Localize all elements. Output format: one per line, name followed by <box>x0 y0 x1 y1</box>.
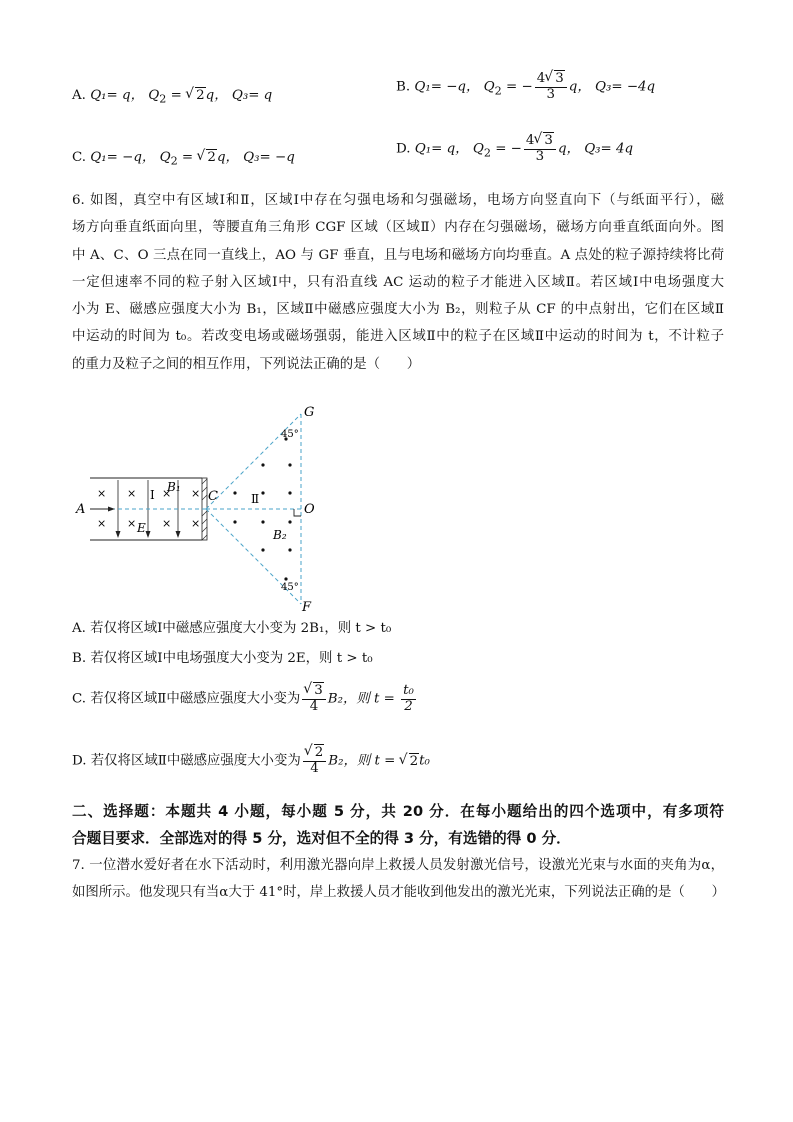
q5-option-b[interactable]: B. Q₁= −q， $Q_2$ = − $\frac{4√ 3}{3}$ q， Q₃= −4q <box>396 72 655 102</box>
q6-option-b[interactable]: B. 若仅将区域Ⅰ中电场强度大小变为 2E，则 t > t₀ <box>72 651 373 666</box>
fraction: $\frac{4√ 3}{3}$ <box>524 134 556 164</box>
label-region-1: Ⅰ <box>150 488 155 502</box>
section-heading-line: 二、选择题：本题共 4 小题，每小题 5 分，共 20 分．在每小题给出的四个选项中，有多项符 <box>72 803 724 820</box>
label-A: A <box>76 502 86 517</box>
cross-symbol: × <box>97 487 107 500</box>
sqrt-symbol: √ 2 <box>400 754 420 769</box>
label-angle-bottom: 45° <box>281 582 299 593</box>
section-2-heading <box>72 798 724 852</box>
sqrt-symbol: √ 2 <box>197 150 217 165</box>
cross-symbol: × <box>162 487 172 500</box>
question-7-line: 如图所示。他发现只有当α大于 41°时，岸上救援人员才能收到他发出的激光光束，下列说法正确的是（ ） <box>72 885 725 901</box>
label-G: G <box>304 405 315 420</box>
cross-symbol: × <box>191 487 201 500</box>
label-C: C <box>208 489 218 504</box>
label-F: F <box>302 600 312 614</box>
question-6-figure <box>70 402 330 614</box>
question-6-line: 中 A、C、O 三点在同一直线上，AO 与 GF 垂直，且与电场和磁场方向均垂直。A 点处的粒子源持续将比荷 <box>72 247 724 263</box>
label-B2: B₂ <box>273 528 287 542</box>
q6-option-d[interactable]: D. 若仅将区域Ⅱ中磁感应强度大小变为 √ $\frac{2}{4}$ B₂，则 t = √ 2t₀ <box>72 746 430 776</box>
q5-option-a[interactable]: A. Q₁= q， $Q_2$ = √ 2q， Q₃= q <box>72 84 272 106</box>
cross-symbol: × <box>127 517 137 530</box>
q5-option-c[interactable]: C. Q₁= −q， $Q_2$ = √ 2q， Q₃= −q <box>72 146 295 168</box>
fraction: √ $\frac{2}{4}$ <box>303 746 327 776</box>
fraction: √ $\frac{3}{4}$ <box>302 684 326 714</box>
label-angle-top: 45° <box>281 429 299 440</box>
cross-symbol: × <box>127 487 137 500</box>
label-region-2: Ⅱ <box>251 492 260 506</box>
cross-symbol: × <box>191 517 201 530</box>
section-heading-line: 合题目要求．全部选对的得 5 分，选对但不全的得 3 分，有选错的得 0 分． <box>72 830 571 847</box>
fraction: $\frac{\text{t₀}}{2}$ <box>403 683 414 714</box>
fraction: $\frac{4√ 3}{3}$ <box>535 72 567 102</box>
q6-option-a[interactable]: A. 若仅将区域Ⅰ中磁感应强度大小变为 2B₁，则 t > t₀ <box>72 621 392 636</box>
right-angle-mark <box>294 509 301 516</box>
label-B1: B₁ <box>167 480 181 494</box>
question-7-stem <box>72 852 724 907</box>
question-7-line: 7. 一位潜水爱好者在水下活动时，利用激光器向岸上救援人员发射激光信号，设激光光束与水面的夹角为α， <box>72 858 724 873</box>
q6-option-c[interactable]: C. 若仅将区域Ⅱ中磁感应强度大小变为 √ $\frac{3}{4}$ B₂，则 t = $\frac{\text{t₀}}{2}$ <box>72 684 418 714</box>
sqrt-symbol: √ 2 <box>186 88 206 103</box>
question-6-line: 场方向垂直纸面向里，等腰直角三角形 CGF 区域（区域Ⅱ）内存在匀强磁场，磁场方向垂直纸面向外。图 <box>72 220 724 236</box>
label-O: O <box>304 502 315 517</box>
cross-symbol: × <box>162 517 172 530</box>
question-6-line: 6. 如图，真空中有区域Ⅰ和Ⅱ，区域Ⅰ中存在匀强电场和匀强磁场，电场方向竖直向下（与纸面平行），磁 <box>72 193 724 208</box>
velocity-arrow <box>108 507 115 512</box>
question-6-line: 一定但速率不同的粒子射入区域Ⅰ中，只有沿直线 AC 运动的粒子才能进入区域Ⅱ。若区域Ⅰ中电场强度大 <box>72 274 724 290</box>
cross-symbol: × <box>97 517 107 530</box>
label-E: E <box>137 521 146 535</box>
question-6-line: 的重力及粒子之间的相互作用，下列说法正确的是（ ） <box>72 356 421 372</box>
q5-option-d[interactable]: D. Q₁= q， $Q_2$ = − $\frac{4√ 3}{3}$ q， Q₃= 4q <box>396 134 633 164</box>
question-6-stem <box>72 187 724 378</box>
question-6-line: 中运动的时间为 t₀。若改变电场或磁场强弱，能进入区域Ⅱ中的粒子在区域Ⅱ中运动的时间为 t，不计粒子 <box>72 329 724 345</box>
question-6-line: 小为 E、磁感应强度大小为 B₁，区域Ⅱ中磁感应强度大小为 B₂，则粒子从 CF 的中点射出，它们在区域Ⅱ <box>72 302 724 318</box>
